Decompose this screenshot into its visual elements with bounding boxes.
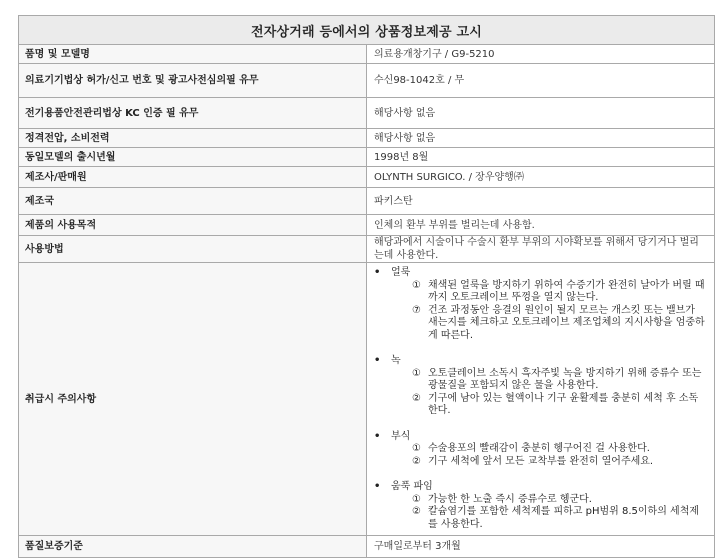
row-value: 수신98-1042호 / 무 (367, 64, 715, 98)
item-number: ① (412, 443, 421, 454)
table-row (19, 536, 715, 558)
table-row (19, 188, 715, 215)
item-number: ② (412, 506, 421, 517)
item-number: ① (412, 367, 421, 379)
item-text: 기구에 남아 있는 혈액이나 기구 윤활제를 충분히 세척 후 소독한다. (428, 392, 699, 416)
item-number: ② (412, 455, 421, 467)
row-value: 해당사항 없음 (367, 129, 715, 148)
item-text: 오토클레이브 소독시 흑자주빛 녹을 방지하기 위해 증류수 또는 광물질을 포함되지 않은 물을 사용한다. (428, 367, 702, 391)
table-row (19, 129, 715, 148)
row-value: 파키스탄 (367, 188, 715, 215)
bullet-mark: • (374, 430, 381, 442)
row-value: 해당사항 없음 (367, 98, 715, 129)
item-text: 기구 세척에 앞서 모든 교착부를 완전히 열어주세요. (428, 455, 654, 467)
row-value: OLYNTH SURGICO. / 장우양행㈜ (367, 167, 715, 188)
row-label: 제조국 (19, 188, 367, 215)
care-item (374, 280, 707, 305)
row-label: 취급시 주의사항 (19, 263, 367, 536)
care-section (374, 481, 707, 494)
item-text: 채색된 얼룩을 방지하기 위하여 수증기가 완전히 날아가 버릴 때까지 오토크레이브 뚜껑을 열지 않는다. (428, 279, 705, 303)
care-item (374, 494, 707, 507)
row-value: 인체의 환부 부위를 벌리는데 사용함. (367, 215, 715, 236)
row-value: 구매일로부터 3개월 (367, 536, 715, 558)
care-item (374, 443, 707, 456)
care-item (374, 393, 707, 418)
table-row (19, 167, 715, 188)
table-row (19, 98, 715, 129)
info-table (18, 15, 715, 558)
care-item (374, 305, 707, 343)
row-value: 해당과에서 시술이나 수술시 환부 부위의 시야확보를 위해서 당기거나 벌리는데 사용한다. (367, 236, 715, 263)
care-heading: 움푹 파임 (391, 481, 433, 492)
table-row (19, 64, 715, 98)
row-label: 동일모델의 출시년월 (19, 148, 367, 167)
row-value: 의료용개창기구 / G9-5210 (367, 45, 715, 64)
item-number: ① (412, 279, 421, 291)
item-text: 건조 과정동안 응결의 원인이 될지 모르는 개스킷 또는 밸브가 새는지를 체크하고 오토크레이브 제조업체의 지시사항을 엄중하게 따른다. (428, 304, 705, 341)
bullet-mark: • (374, 481, 381, 492)
care-instructions (367, 263, 715, 536)
row-label: 품질보증기준 (19, 536, 367, 558)
table-row (19, 236, 715, 263)
item-text: 수술용포의 빨래감이 충분히 헹구어진 걸 사용한다. (428, 443, 650, 454)
care-heading: 부식 (391, 430, 411, 442)
row-label: 사용방법 (19, 236, 367, 263)
care-item (374, 368, 707, 393)
item-number: ② (412, 392, 421, 404)
row-label: 제품의 사용목적 (19, 215, 367, 236)
care-section (374, 355, 707, 368)
care-item (374, 456, 707, 469)
table-row (19, 263, 715, 536)
care-heading: 녹 (391, 355, 401, 366)
bullet-mark: • (374, 267, 381, 278)
row-value: 1998년 8월 (367, 148, 715, 167)
row-label: 품명 및 모델명 (19, 45, 367, 64)
item-text: 칼슘염기를 포함한 세척제를 피하고 pH범위 8.5이하의 세척제를 사용한다. (428, 506, 700, 530)
table-row (19, 215, 715, 236)
table-row (19, 45, 715, 64)
item-number: ① (412, 493, 421, 505)
care-item (374, 506, 707, 531)
bullet-mark: • (374, 355, 381, 366)
table-row (19, 148, 715, 167)
care-section (374, 431, 707, 444)
row-label: 전기용품안전관리법상 KC 인증 필 유무 (19, 98, 367, 129)
item-number: ⑦ (412, 304, 421, 316)
row-label: 의료기기법상 허가/신고 번호 및 광고사전심의필 유무 (19, 64, 367, 98)
row-label: 제조사/판매원 (19, 167, 367, 188)
row-label: 정격전압, 소비전력 (19, 129, 367, 148)
notice-title: 전자상거래 등에서의 상품정보제공 고시 (19, 16, 715, 45)
care-section (374, 267, 707, 280)
product-info-notice (18, 15, 715, 552)
care-heading: 얼룩 (391, 267, 411, 278)
item-text: 가능한 한 노출 즉시 증류수로 헹군다. (428, 493, 592, 505)
